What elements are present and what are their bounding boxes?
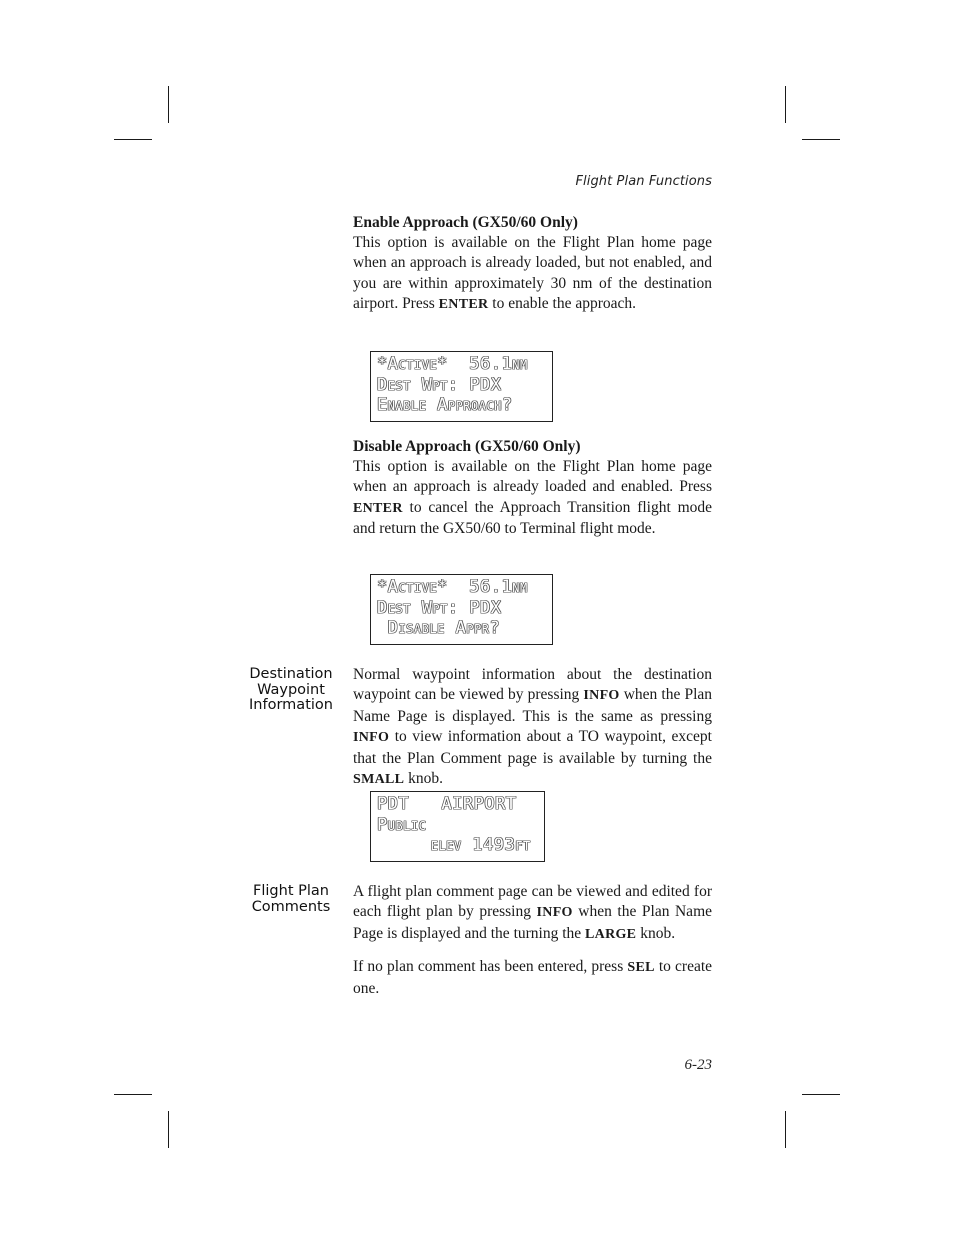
comments-text-1: A flight plan comment page can be viewed and edited for each flight plan by pressing — [353, 883, 712, 921]
crop-mark-top-left-horizontal — [114, 139, 152, 140]
crop-mark-top-right-horizontal — [802, 139, 840, 140]
enable-approach-heading: Enable Approach (GX50/60 Only) — [353, 214, 578, 231]
side-label-line: Comments — [251, 898, 331, 915]
display-line: Dest Wpt: PDX — [377, 597, 502, 618]
enable-approach-section — [353, 213, 712, 316]
comments-text-2: when the Plan Name Page is displayed and the turning the — [353, 903, 713, 942]
destination-waypoint-section — [353, 665, 712, 790]
display-line: elev 1493ft — [377, 835, 531, 855]
destination-waypoint-text — [353, 665, 712, 790]
info-key-label: INFO — [583, 688, 620, 704]
comments-text-5: to create one. — [353, 958, 713, 997]
enter-key-label: ENTER — [438, 297, 489, 313]
display-line: *Active* 56.1nm — [377, 577, 528, 597]
disable-approach-text-2: to cancel the Approach Transition flight mode and return the GX50/60 to Terminal flight mode. — [353, 498, 713, 538]
side-label-line: Waypoint — [257, 681, 325, 698]
crop-mark-top-left-vertical — [168, 86, 169, 123]
crop-mark-bottom-left-horizontal — [114, 1094, 152, 1095]
enable-approach-text-1: This option is available on the Flight Plan home page when an approach is already loaded, but not enabled, and you are within approximately 30 nm of the destination airport. Press — [353, 234, 712, 313]
display-line: Disable Appr? — [377, 618, 501, 638]
display-line: PDT AIRPORT — [377, 794, 517, 814]
side-label-line: Destination — [249, 666, 333, 682]
dest-text-2: when the Plan Name Page is displayed. This is the same as pressing — [353, 686, 712, 725]
flight-plan-comments-text — [353, 882, 712, 945]
side-label-line: Information — [249, 697, 333, 714]
crop-mark-bottom-right-vertical — [785, 1111, 786, 1148]
flight-plan-comments-text-2 — [353, 957, 712, 999]
flight-plan-comments-side-label — [246, 884, 336, 915]
enable-approach-text-2: to enable the approach. — [492, 295, 637, 313]
page-number: 6-23 — [684, 1057, 712, 1073]
display-line: Public — [377, 814, 427, 835]
crop-mark-bottom-left-vertical — [168, 1111, 169, 1148]
large-key-label: LARGE — [585, 926, 637, 942]
enable-approach-display — [370, 351, 553, 422]
info-key-label: INFO — [536, 905, 573, 921]
disable-approach-section — [353, 437, 712, 540]
display-line: *Active* 56.1nm — [377, 354, 528, 374]
enable-approach-text — [353, 233, 712, 316]
disable-approach-text-1: This option is available on the Flight Plan home page when an approach is already loaded and enabled. Press — [353, 458, 712, 496]
dest-text-4: knob. — [408, 770, 444, 788]
display-line: Enable Approach? — [377, 395, 513, 415]
dest-text-3: to view information about a TO waypoint, except that the Plan Comment page is available by turning the — [353, 728, 712, 767]
comments-text-3: knob. — [640, 924, 676, 942]
display-line: Dest Wpt: PDX — [377, 374, 502, 395]
sel-key-label: SEL — [627, 960, 655, 976]
small-key-label: SMALL — [353, 772, 405, 788]
side-label-line: Flight Plan — [253, 883, 329, 899]
crop-mark-bottom-right-horizontal — [802, 1094, 840, 1095]
running-header: Flight Plan Functions — [575, 174, 712, 189]
destination-waypoint-display — [370, 791, 545, 862]
enter-key-label: ENTER — [353, 500, 403, 516]
dest-text-1: Normal waypoint information about the destination waypoint can be viewed by pressing — [353, 666, 712, 704]
destination-waypoint-side-label — [246, 667, 336, 714]
disable-approach-text — [353, 457, 712, 540]
flight-plan-comments-section — [353, 882, 712, 999]
crop-mark-top-right-vertical — [785, 86, 786, 123]
comments-text-4: If no plan comment has been entered, press — [353, 958, 624, 976]
disable-approach-display — [370, 574, 553, 645]
info-key-label: INFO — [353, 730, 390, 746]
disable-approach-heading: Disable Approach (GX50/60 Only) — [353, 438, 581, 455]
